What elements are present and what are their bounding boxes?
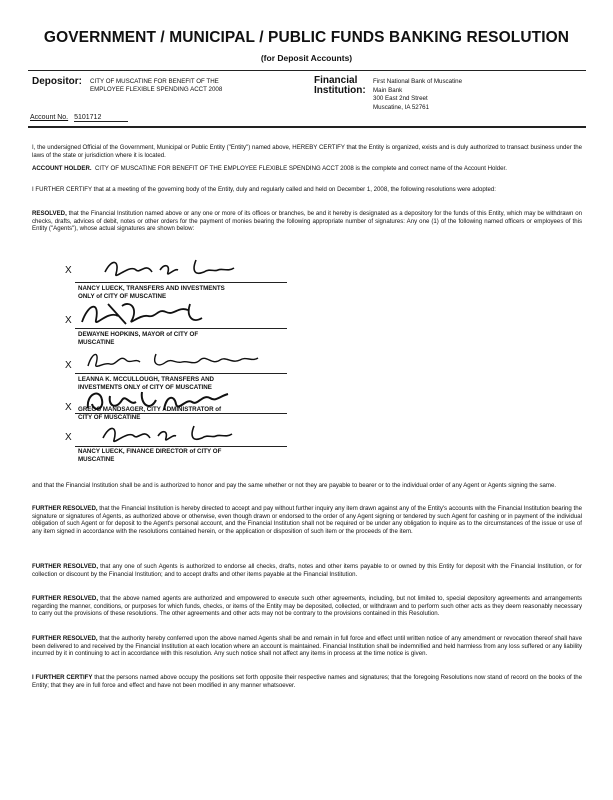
signer-title-line1: LEANNA K. MCCULLOUGH, TRANSFERS AND — [78, 376, 215, 383]
document-title: GOVERNMENT / MUNICIPAL / PUBLIC FUNDS BANKING RESOLUTION — [43, 29, 570, 46]
signer-title-line1: NANCY LUECK, TRANSFERS AND INVESTMENTS — [78, 285, 225, 292]
signature-image — [78, 298, 228, 330]
paragraph-further-certify-text: that the persons named above occupy the positions set forth opposite their respective names and signatures; that the foregoing Resolutions now stand of record on the books of the Entity; that they are in full force and effect and have not been modified in any manner whatsoever. — [32, 674, 582, 689]
paragraph-further-resolved-1-text: that the Financial Institution is hereby directed to accept and pay without further inquiry any item drawn against any of the Entity's accounts with the Financial Institution bearing the signature or signatures of Agents, as authorized above or otherwise, even though drawn or endorsed to the order of any Agent signing or tendered by such Agent for cashing or in payment of the individual obligation of such Agent or for deposit to the Agent's personal account, and the Financial Institution shall not be required or be under any obligation to inquire as to the circumstances of the issue or use of any item signed in accordance with the resolutions contained herein, or the application or disposition of such item or the proceeds of the item. — [32, 505, 582, 535]
institution-line4: Muscatine, IA 52761 — [373, 103, 430, 111]
institution-line1: First National Bank of Muscatine — [373, 78, 463, 85]
institution-label-line1: Financial — [314, 75, 358, 86]
account-number-row — [30, 114, 128, 122]
signer-title-line2: CITY OF MUSCATINE — [78, 413, 141, 421]
signature-image — [82, 346, 272, 372]
signature-line — [75, 373, 287, 374]
signer-title-line2: MUSCATINE — [78, 338, 115, 346]
signer-title-line1: NANCY LUECK, FINANCE DIRECTOR of CITY OF — [78, 448, 222, 455]
signature-x-mark: X — [65, 360, 72, 371]
signer-title-line2: INVESTMENTS ONLY of CITY OF MUSCATINE — [78, 383, 212, 391]
signer-title — [78, 406, 288, 421]
paragraph-certify: I, the undersigned Official of the Government, Municipal or Public Entity ("Entity") named above, HEREBY CERTIFY that the Entity is organized, exists and is duly authorized to transact business under the laws of the state or jurisdiction where it is located. — [32, 144, 582, 159]
paragraph-further-resolved-3-lead: FURTHER RESOLVED, — [32, 595, 99, 602]
paragraph-further-certify-lead: I FURTHER CERTIFY — [32, 674, 93, 681]
signer-title — [78, 331, 288, 346]
signature-line — [75, 328, 287, 329]
signer-title-line1: GREGG MANDSAGER, CITY ADMINISTRATOR of — [78, 406, 222, 413]
paragraph-further-resolved-1-lead: FURTHER RESOLVED, — [32, 505, 98, 512]
institution-line3: 300 East 2nd Street — [373, 95, 428, 102]
signer-title-line1: DEWAYNE HOPKINS, MAYOR of CITY OF — [78, 331, 199, 338]
paragraph-further-certify — [32, 674, 582, 689]
paragraph-resolved-lead: RESOLVED, — [32, 210, 67, 217]
signature-line — [75, 446, 287, 447]
signature-line — [75, 282, 287, 283]
institution-line2: Main Bank — [373, 86, 403, 94]
depositor-name-line1: CITY OF MUSCATINE FOR BENEFIT OF THE — [90, 78, 219, 85]
paragraph-further-resolved-2-text: that any one of such Agents is authorized to endorse all checks, drafts, notes and other items payable to or owned by this Entity for deposit with the Financial Institution, or for collection or discount by the Financial Institution; and to accept drafts and other items payable at the Financial Institution. — [32, 563, 582, 578]
account-number-label: Account No. — [30, 114, 69, 121]
paragraph-account-holder — [32, 165, 582, 173]
signature-x-mark: X — [65, 265, 72, 276]
header-bottom-rule — [28, 126, 586, 128]
paragraph-further-resolved-4-text: that the authority hereby conferred upon the above named Agents shall be and remain in full force and effect until written notice of any amendment or revocation thereof shall have been delivered to and received by the Financial Institution at each location where an account is maintained. Financial Institution shall be indemnified and held harmless from any loss suffered or any liability incurred by it in continuing to act in accordance with this resolution. Any such notice shall not affect any items in process at the time notice is given. — [32, 635, 582, 658]
signer-title — [78, 448, 288, 463]
account-number-value: 5101712 — [74, 114, 128, 122]
signature-image — [98, 420, 248, 448]
document-subtitle: (for Deposit Accounts) — [260, 53, 353, 63]
signature-x-mark: X — [65, 315, 72, 326]
paragraph-further-resolved-4-lead: FURTHER RESOLVED, — [32, 635, 98, 642]
depositor-label: Depositor: — [32, 76, 82, 87]
paragraph-account-holder-lead: ACCOUNT HOLDER. — [32, 165, 92, 172]
paragraph-resolved — [32, 210, 582, 233]
institution-label — [314, 76, 366, 96]
signature-x-mark: X — [65, 432, 72, 443]
signer-title-line2: MUSCATINE — [78, 455, 115, 463]
signature-image — [100, 254, 250, 282]
institution-label-line2: Institution: — [314, 85, 366, 96]
paragraph-further-resolved-1 — [32, 505, 582, 535]
signer-title-line2: ONLY of CITY OF MUSCATINE — [78, 292, 167, 300]
paragraph-account-holder-text: CITY OF MUSCATINE FOR BENEFIT OF THE EMPLOYEE FLEXIBLE SPENDING ACCT 2008 is the complete and correct name of the Account Holder. — [94, 165, 507, 172]
depositor-name — [90, 78, 310, 94]
paragraph-further-resolved-2 — [32, 563, 582, 578]
paragraph-further-resolved-2-lead: FURTHER RESOLVED, — [32, 563, 99, 570]
header-top-rule — [28, 70, 586, 71]
paragraph-further-resolved-3-text: that the above named agents are authorized and empowered to execute such other agreements, including, but not limited to, special depository agreements and arrangements regarding the manner, conditions, or purposes for which funds, checks, or items of the Entity may be deposited, collected, or withdrawn and to perform such other acts as they deem reasonably necessary to carry out the provisions of these resolutions. The other agreements and other acts may not be contrary to the provisions contained in this Resolution. — [32, 595, 582, 618]
signature-x-mark: X — [65, 402, 72, 413]
paragraph-honor: and that the Financial Institution shall be and is authorized to honor and pay the same whether or not they are payable to bearer or to the individual order of any Agent or Agents signing the same. — [32, 482, 557, 489]
paragraph-further-resolved-3 — [32, 595, 582, 618]
depositor-name-line2: EMPLOYEE FLEXIBLE SPENDING ACCT 2008 — [90, 86, 223, 93]
institution-address — [373, 78, 573, 112]
paragraph-meeting: I FURTHER CERTIFY that at a meeting of the governing body of the Entity, duly and regularly called and held on December 1, 2008, the following resolutions were adopted: — [32, 186, 496, 193]
paragraph-resolved-text: that the Financial Institution named above or any one or more of its offices or branches, be and it hereby is designated as a depository for the funds of this Entity, which may be withdrawn on checks, drafts, advices of debit, notes or other orders for the payment of monies bearing the following appropriate number of signatures: Any one (1) of the following named officers or employees of this Entity ("Agents"), whose actual signatures are shown below: — [32, 210, 582, 233]
paragraph-further-resolved-4 — [32, 635, 582, 658]
